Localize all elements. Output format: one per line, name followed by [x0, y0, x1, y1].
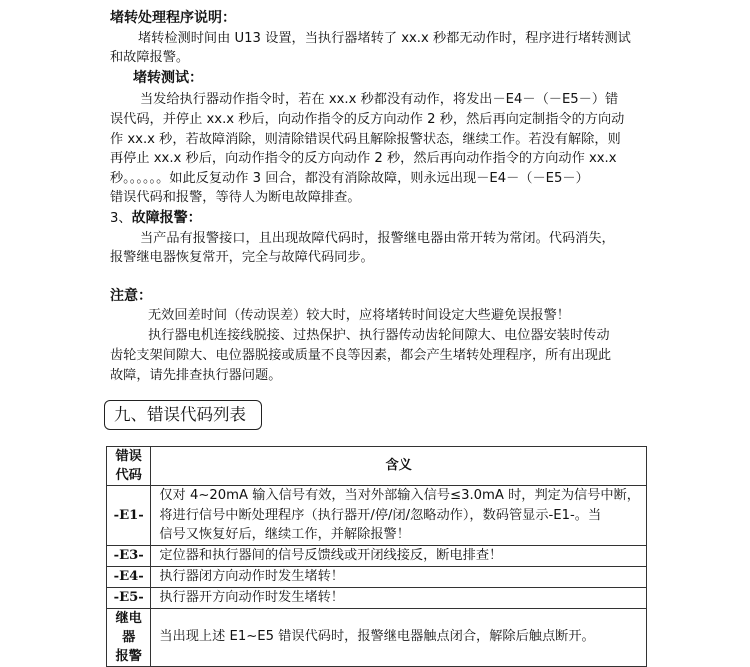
error-meaning-text: 执行器开方向动作时发生堵转！ — [159, 589, 344, 605]
notes-line: 无效回差时间（传动误差）较大时，应将堵转时间设定大些避免误报警！ — [148, 308, 570, 323]
stall-intro-line-1: 堵转检测时间由 U13 设置，当执行器堵转了 xx.x 秒都无动作时，程序进行堵转测试 — [138, 31, 631, 46]
relay-code-line: 报警 — [115, 648, 142, 664]
alarm-line: 当产品有报警接口，且出现故障代码时，报警继电器由常开转为常闭。代码消失， — [140, 231, 615, 246]
error-code-section-heading: 九、错误代码列表 — [104, 400, 262, 430]
stall-test-line: 再停止 xx.x 秒后，向动作指令的反方向动作 2 秒，然后再向动作指令的方向动作 xx.x — [110, 151, 617, 166]
alarm-section-title: 故障报警： — [131, 210, 202, 226]
table-row — [107, 587, 647, 608]
stall-test-line: 错误代码和报警，等待人为断电故障排查。 — [110, 190, 361, 205]
error-meaning-text: 定位器和执行器间的信号反馈线或开闭线接反，断电排查！ — [159, 548, 503, 564]
stall-test-line: 秒。。。。。。如此反复动作 3 回合，都没有消除故障，则永远出现－E4－（－E5－） — [110, 171, 589, 186]
error-code-table — [106, 446, 647, 667]
relay-alarm-meaning — [151, 608, 647, 666]
table-header-row — [107, 447, 647, 486]
table-row — [107, 486, 647, 546]
table-row — [107, 608, 647, 666]
error-meaning — [151, 567, 647, 588]
relay-code-line: 继电器 — [115, 610, 142, 645]
error-meaning-text: 执行器闭方向动作时发生堵转！ — [159, 569, 344, 584]
alarm-section-heading — [110, 208, 202, 229]
alarm-section-number: 3、 — [110, 211, 132, 226]
header-code-cell — [107, 447, 151, 486]
error-meaning — [151, 486, 647, 546]
stall-intro-line-2: 和故障报警。 — [110, 50, 190, 65]
relay-alarm-code — [107, 608, 151, 666]
notes-line: 齿轮支架间隙大、电位器脱接或质量不良等因素，都会产生堵转处理程序，所有出现此 — [110, 348, 612, 363]
stall-test-line: 当发给执行器动作指令时，若在 xx.x 秒都没有动作，将发出－E4－（－E5－）错 — [140, 92, 619, 107]
header-code-line: 错误 — [115, 449, 142, 464]
stall-section-title: 堵转处理程序说明： — [110, 10, 236, 26]
error-code: -E3- — [107, 546, 151, 567]
header-code-line: 代码 — [115, 468, 142, 483]
notes-title: 注意： — [110, 288, 152, 304]
error-meaning-line: 信号又恢复好后，继续工作，并解除报警！ — [159, 527, 410, 543]
error-code: -E5- — [107, 587, 151, 608]
stall-test-title: 堵转测试： — [133, 70, 203, 86]
error-code: -E4- — [107, 567, 151, 588]
error-meaning-line: 仅对 4~20mA 输入信号有效，当对外部输入信号≤3.0mA 时，判定为信号中断， — [159, 488, 640, 504]
error-meaning — [151, 546, 647, 567]
notes-line: 执行器电机连接线脱接、过热保护、执行器传动齿轮间隙大、电位器安装时传动 — [148, 328, 610, 343]
error-meaning-line: 将进行信号中断处理程序（执行器开/停/闭/忽略动作），数码管显示-E1-。当 — [159, 507, 602, 523]
table-row — [107, 567, 647, 588]
error-meaning — [151, 587, 647, 608]
error-meaning-text: 当出现上述 E1~E5 错误代码时，报警继电器触点闭合，解除后触点断开。 — [159, 629, 595, 645]
stall-test-line: 误代码，并停止 xx.x 秒后，向动作指令的反方向动作 2 秒，然后再向定制指令的方向动 — [110, 112, 625, 127]
error-code: -E1- — [107, 486, 151, 546]
stall-test-line: 作 xx.x 秒，若故障消除，则清除错误代码且解除报警状态，继续工作。若没有解除，则 — [110, 132, 621, 147]
notes-line: 故障，请先排查执行器问题。 — [110, 368, 282, 383]
alarm-line: 报警继电器恢复常开，完全与故障代码同步。 — [110, 250, 374, 265]
header-meaning-cell: 含义 — [151, 447, 647, 486]
table-row — [107, 546, 647, 567]
